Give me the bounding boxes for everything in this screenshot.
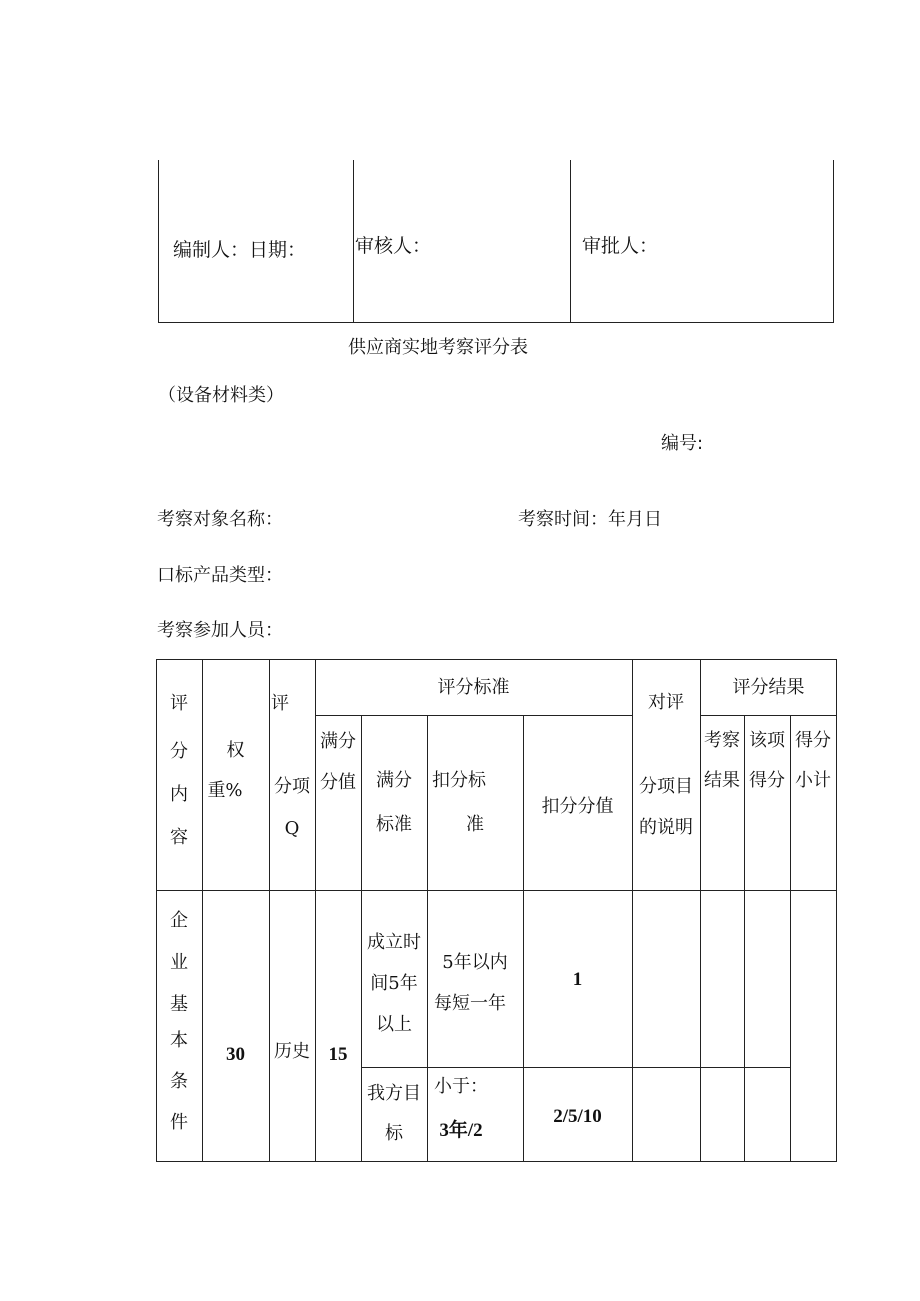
header-full-score: 满分 — [320, 731, 356, 752]
header-content-char: 评 — [170, 693, 188, 714]
header-deduct-std: 准 — [466, 814, 484, 835]
table-line — [156, 890, 837, 891]
table-line — [632, 659, 633, 1162]
header-item: Q — [284, 818, 300, 839]
header-result-subtotal: 得分 — [795, 730, 831, 751]
row-item: 历史 — [274, 1041, 310, 1062]
serial-label: 编号: — [661, 433, 704, 454]
header-result-group: 评分结果 — [732, 677, 805, 698]
header-result-inspect: 考察 — [704, 730, 740, 751]
sub1-std: 成立时 — [367, 932, 421, 953]
sub1-deduct: 每短一年 — [434, 993, 506, 1014]
header-full-std: 满分 — [376, 770, 412, 791]
sub2-value: 2/5/10 — [553, 1106, 602, 1127]
header-item: 评 — [271, 693, 289, 714]
row-content-char: 本 — [170, 1030, 188, 1051]
row-content-char: 条 — [170, 1071, 188, 1092]
sub1-value: 1 — [572, 969, 583, 990]
table-line — [361, 1067, 790, 1068]
target-name-label: 考察对象名称： — [157, 509, 283, 530]
participants-label: 考察参加人员： — [157, 620, 283, 641]
table-line — [836, 659, 837, 1162]
header-explain: 分项目 — [639, 776, 693, 797]
header-content-char: 分 — [170, 741, 188, 762]
sub1-std: 间5年 — [370, 973, 418, 994]
table-line — [523, 715, 524, 1162]
table-line — [269, 659, 270, 1162]
row-content-char: 企 — [170, 910, 188, 931]
product-type-label: 口标产品类型： — [157, 565, 283, 586]
row-full-score: 15 — [328, 1044, 348, 1065]
header-full-std: 标准 — [376, 814, 412, 835]
header-item: 分项 — [274, 776, 310, 797]
header-explain: 对评 — [648, 692, 684, 713]
sub2-std: 标 — [385, 1123, 403, 1144]
header-weight: 权 — [226, 740, 245, 761]
header-content-char: 内 — [170, 784, 188, 805]
table-line — [700, 715, 837, 716]
page-subtitle: （设备材料类） — [158, 385, 284, 406]
sub1-std: 以上 — [376, 1014, 412, 1035]
reviewer-label: 审核人： — [355, 235, 432, 257]
sub2-deduct: 小于： — [434, 1076, 488, 1097]
compiler-date-label: 编制人：日期： — [173, 239, 307, 261]
page-title: 供应商实地考察评分表 — [348, 337, 528, 358]
header-weight: 重% — [207, 780, 243, 801]
table-line — [156, 659, 837, 660]
sub1-deduct: 5年以内 — [442, 952, 508, 973]
row-content-char: 基 — [170, 994, 188, 1015]
approver-label: 审批人： — [582, 235, 659, 257]
header-deduct-std: 扣分标 — [432, 770, 486, 791]
sub2-deduct: 3年/2 — [439, 1120, 483, 1141]
header-content-char: 容 — [170, 827, 188, 848]
row-content-char: 业 — [170, 952, 188, 973]
header-result-item-score: 该项 — [749, 730, 785, 751]
header-deduct-value: 扣分分值 — [541, 796, 614, 817]
row-content-char: 件 — [170, 1112, 188, 1133]
table-line — [315, 715, 632, 716]
row-weight: 30 — [226, 1044, 245, 1065]
header-explain: 的说明 — [639, 817, 693, 838]
header-result-inspect: 结果 — [704, 770, 740, 791]
header-result-item-score: 得分 — [749, 770, 785, 791]
header-result-subtotal: 小计 — [795, 770, 831, 791]
inspect-time-label: 考察时间：年月日 — [518, 509, 662, 530]
header-criteria-group: 评分标准 — [437, 677, 510, 698]
table-line — [156, 1161, 837, 1162]
sub2-std: 我方目 — [367, 1083, 421, 1104]
header-full-score: 分值 — [320, 772, 356, 793]
